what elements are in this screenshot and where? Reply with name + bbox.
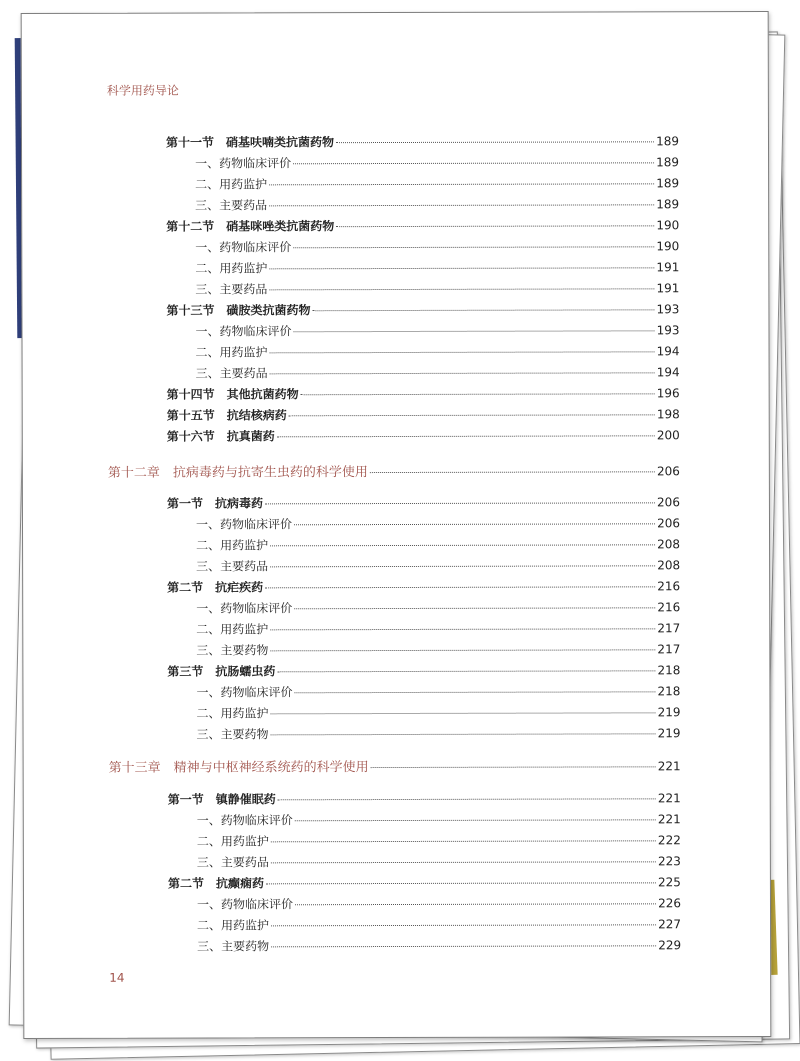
toc-entry-title: 三、主要药品 — [195, 282, 268, 297]
toc-entry-title: 第一节 镇静催眠药 — [167, 792, 276, 807]
toc-entry-title: 二、用药监护 — [197, 918, 270, 933]
dot-leader — [270, 628, 655, 630]
dot-leader — [269, 267, 654, 269]
dot-leader — [295, 903, 656, 905]
toc-entry-title: 二、用药监护 — [196, 706, 269, 721]
toc-sub-entry — [195, 154, 679, 171]
toc-entry-title: 三、主要药品 — [195, 198, 268, 213]
toc-entry-title: 三、主要药品 — [196, 855, 269, 870]
toc-entry-page: 189 — [656, 176, 680, 191]
toc-sub-entry — [197, 937, 681, 954]
toc-entry-title: 第十五节 抗结核病药 — [166, 408, 287, 423]
toc-entry-page: 227 — [658, 917, 682, 932]
toc-entry-title: 一、药物临床评价 — [196, 685, 293, 700]
dot-leader — [370, 471, 655, 473]
toc-entry-page: 198 — [656, 407, 680, 422]
toc-sub-entry — [196, 704, 680, 721]
dot-leader — [336, 225, 654, 227]
toc-entry-title: 第十四节 其他抗菌药物 — [166, 387, 299, 402]
toc-entry-page: 189 — [656, 197, 680, 212]
toc-section-entry — [167, 494, 680, 511]
toc-entry-title: 一、药物临床评价 — [195, 156, 292, 171]
toc-sub-entry — [196, 683, 680, 700]
toc-entry-page: 206 — [657, 495, 680, 510]
dot-leader — [289, 414, 655, 416]
toc-entry-page: 221 — [657, 759, 681, 774]
dot-leader — [269, 204, 654, 206]
toc-sub-entry — [195, 238, 679, 255]
dot-leader — [293, 162, 654, 164]
toc-entry-page: 226 — [658, 896, 682, 911]
toc-entry-page: 189 — [656, 155, 680, 170]
dot-leader — [294, 607, 655, 609]
toc-entry-page: 193 — [656, 323, 680, 338]
toc-entry-title: 第三节 抗肠蠕虫药 — [167, 664, 276, 679]
toc-entry-page: 208 — [657, 537, 681, 552]
toc-entry-page: 223 — [657, 854, 681, 869]
toc-entry-title: 二、用药监护 — [195, 177, 268, 192]
toc-entry-page: 216 — [657, 579, 681, 594]
toc-entry-title: 二、用药监护 — [196, 622, 269, 637]
toc-entry-title: 第十三节 磺胺类抗菌药物 — [166, 303, 311, 318]
dot-leader — [269, 183, 654, 185]
dot-leader — [301, 393, 655, 395]
toc-entry-page: 191 — [656, 260, 680, 275]
toc-chapter-entry — [109, 758, 681, 775]
toc-entry-page: 217 — [657, 621, 681, 636]
toc-entry-page: 190 — [656, 218, 680, 233]
toc-section-entry — [167, 662, 680, 679]
toc-sub-entry — [196, 557, 680, 574]
toc-entry-page: 218 — [657, 684, 681, 699]
toc-entry-title: 一、药物临床评价 — [196, 601, 293, 616]
toc-section-entry — [166, 217, 679, 234]
toc-entry-title: 三、主要药物 — [197, 939, 270, 954]
toc-entry-title: 一、药物临床评价 — [195, 517, 293, 532]
toc-entry-page: 229 — [658, 938, 682, 953]
toc-entry-title: 一、药物临床评价 — [195, 324, 292, 339]
toc-entry-title: 二、用药监护 — [196, 538, 269, 553]
toc-sub-entry — [195, 280, 679, 297]
toc-entry-page: 194 — [656, 344, 680, 359]
toc-entry-title: 第十一节 硝基呋喃类抗菌药物 — [165, 135, 335, 150]
dot-leader — [270, 372, 655, 374]
dot-leader — [271, 840, 656, 842]
toc-entry-title: 二、用药监护 — [195, 345, 268, 360]
toc-entry-title: 三、主要药品 — [196, 559, 269, 574]
dot-leader — [265, 586, 655, 588]
dot-leader — [371, 766, 656, 768]
dot-leader — [270, 351, 655, 353]
dot-leader — [295, 819, 656, 821]
toc-entry-title: 一、药物临床评价 — [196, 897, 294, 912]
dot-leader — [336, 141, 654, 143]
toc-entry-page: 225 — [658, 875, 681, 890]
dot-leader — [270, 649, 655, 651]
toc-sub-entry — [197, 916, 681, 933]
toc-entry-title: 第十二节 硝基咪唑类抗菌药物 — [166, 219, 335, 234]
toc-sub-entry — [197, 725, 681, 742]
dot-leader — [271, 924, 656, 926]
toc-entry-page: 219 — [657, 726, 681, 741]
toc-section-entry — [167, 385, 680, 402]
toc-entry-page: 217 — [657, 642, 681, 657]
toc-entry-title: 三、主要药物 — [196, 727, 269, 742]
toc-sub-entry — [196, 343, 680, 360]
toc-entry-page: 218 — [657, 663, 681, 678]
toc-sub-entry — [196, 515, 680, 532]
toc-section-entry — [167, 406, 680, 423]
toc-sub-entry — [197, 811, 681, 828]
toc-entry-page: 221 — [657, 812, 681, 827]
toc-sub-entry — [195, 196, 679, 213]
toc-chapter-entry — [108, 463, 680, 480]
toc-entry-title: 一、药物临床评价 — [196, 813, 293, 828]
toc-section-entry — [168, 874, 681, 891]
toc-entry-title: 第十三章 精神与中枢神经系统药的科学使用 — [108, 760, 369, 776]
document-page — [21, 11, 772, 1039]
toc-sub-entry — [196, 599, 680, 616]
running-head: 科学用药导论 — [106, 83, 179, 98]
page-number: 14 — [109, 970, 125, 985]
toc-entry-title: 一、药物临床评价 — [195, 240, 292, 255]
toc-entry-page: 222 — [657, 833, 681, 848]
toc-entry-title: 三、主要药物 — [196, 643, 269, 658]
toc-sub-entry — [196, 536, 680, 553]
toc-entry-page: 216 — [657, 600, 681, 615]
dot-leader — [266, 882, 656, 884]
dot-leader — [265, 502, 655, 504]
toc-section-entry — [166, 133, 679, 150]
toc-entry-title: 第十二章 抗病毒药与抗寄生虫药的科学使用 — [107, 465, 368, 481]
dot-leader — [278, 798, 656, 800]
toc-entry-page: 221 — [657, 791, 681, 806]
toc-entry-title: 第十六节 抗真菌药 — [166, 429, 275, 444]
toc-entry-title: 第一节 抗病毒药 — [166, 496, 263, 511]
dot-leader — [277, 435, 655, 437]
toc-section-entry — [168, 790, 681, 807]
toc-entry-title: 二、用药监护 — [195, 261, 268, 276]
toc-entry-page: 219 — [657, 705, 681, 720]
dot-leader — [271, 733, 656, 735]
dot-leader — [270, 544, 655, 546]
dot-leader — [294, 691, 655, 693]
dot-leader — [293, 246, 654, 248]
dot-leader — [277, 670, 655, 672]
dot-leader — [270, 565, 655, 567]
dot-leader — [271, 861, 656, 863]
toc-sub-entry — [195, 175, 679, 192]
toc-entry-page: 193 — [656, 302, 680, 317]
toc-entry-page: 206 — [657, 516, 681, 531]
toc-entry-title: 二、用药监护 — [196, 834, 269, 849]
toc-entry-page: 206 — [656, 464, 680, 479]
toc-section-entry — [167, 578, 680, 595]
dot-leader — [269, 288, 654, 290]
dot-leader — [294, 330, 655, 332]
toc-sub-entry — [195, 322, 679, 339]
toc-entry-page: 194 — [656, 365, 680, 380]
toc-sub-entry — [196, 620, 680, 637]
toc-sub-entry — [195, 259, 679, 276]
toc-sub-entry — [197, 895, 681, 912]
toc-entry-title: 第二节 抗癫痫药 — [167, 876, 264, 891]
dot-leader — [294, 523, 655, 525]
toc-sub-entry — [197, 853, 681, 870]
toc-entry-title: 三、主要药品 — [195, 366, 268, 381]
toc-sub-entry — [196, 641, 680, 658]
toc-section-entry — [167, 427, 680, 444]
toc-entry-page: 200 — [656, 428, 680, 443]
toc-entry-page: 191 — [656, 281, 680, 296]
toc-entry-page: 196 — [656, 386, 680, 401]
toc-section-entry — [166, 301, 679, 318]
toc-entry-page: 190 — [656, 239, 680, 254]
dot-leader — [271, 945, 656, 947]
toc-entry-page: 189 — [656, 134, 680, 149]
toc-sub-entry — [196, 364, 680, 381]
toc-entry-page: 208 — [657, 558, 681, 573]
dot-leader — [312, 309, 654, 311]
toc-entry-title: 第二节 抗疟疾药 — [167, 580, 264, 595]
toc-sub-entry — [197, 832, 681, 849]
dot-leader — [271, 712, 656, 714]
